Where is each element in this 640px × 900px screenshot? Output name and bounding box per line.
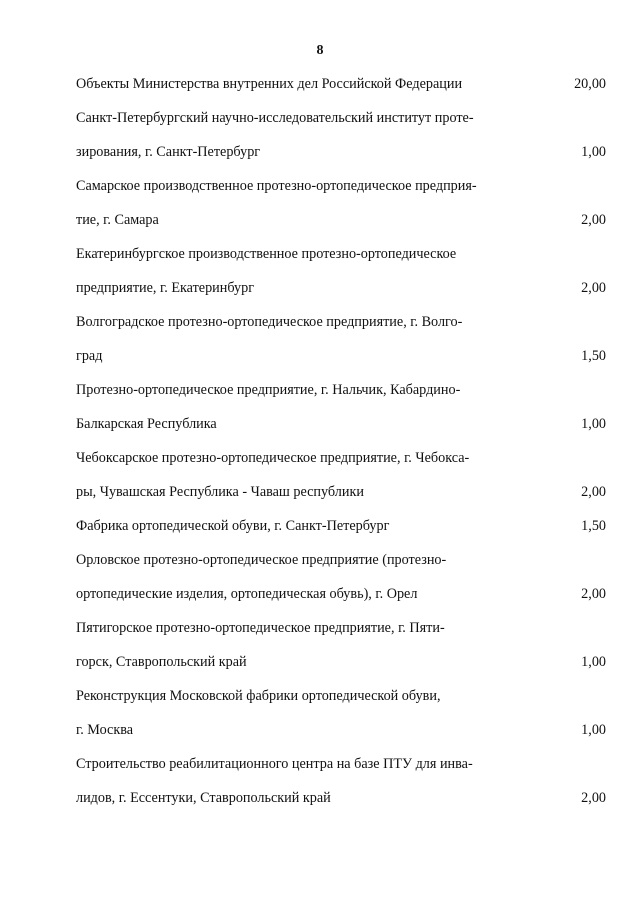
entry-line-text: горск, Ставропольский край bbox=[76, 654, 247, 670]
entry-pyatigorsk bbox=[76, 611, 606, 679]
entry-value: 1,00 bbox=[581, 416, 606, 432]
entry-line: Екатеринбургское производственное протезно-ортопедическое bbox=[76, 246, 457, 262]
entry-objects-mvd bbox=[76, 67, 606, 101]
entry-line-text: град bbox=[76, 348, 103, 364]
entry-line: Волгоградское протезно-ортопедическое предприятие, г. Волго- bbox=[76, 314, 463, 330]
entry-value: 1,50 bbox=[581, 348, 606, 364]
entry-value: 2,00 bbox=[581, 484, 606, 500]
entry-line: Самарское производственное протезно-ортопедическое предприя- bbox=[76, 178, 477, 194]
entry-line: Строительство реабилитационного центра на базе ПТУ для инва- bbox=[76, 756, 473, 772]
entry-spb-research-institute bbox=[76, 101, 606, 169]
entry-line bbox=[76, 645, 606, 679]
entry-line-text: предприятие, г. Екатеринбург bbox=[76, 280, 255, 296]
page-number: 8 bbox=[316, 43, 324, 58]
entry-essentuki-rehab-center bbox=[76, 747, 606, 815]
entry-line-text: ры, Чувашская Республика - Чаваш республики bbox=[76, 484, 364, 500]
entry-value: 1,00 bbox=[581, 144, 606, 160]
entry-line: Санкт-Петербургский научно-исследовательский институт проте- bbox=[76, 110, 474, 126]
entry-line bbox=[76, 577, 606, 611]
entry-line-text: Балкарская Республика bbox=[76, 416, 217, 432]
entry-line bbox=[76, 203, 606, 237]
entry-line bbox=[76, 713, 606, 747]
entry-line-text: ортопедические изделия, ортопедическая обувь), г. Орел bbox=[76, 586, 418, 602]
entry-value: 1,00 bbox=[581, 654, 606, 670]
entry-line bbox=[76, 135, 606, 169]
entry-line-text: зирования, г. Санкт-Петербург bbox=[76, 144, 261, 160]
entry-line-text: г. Москва bbox=[76, 722, 134, 738]
entry-volgograd bbox=[76, 305, 606, 373]
entry-value: 1,00 bbox=[581, 722, 606, 738]
entry-line: Пятигорское протезно-ортопедическое предприятие, г. Пяти- bbox=[76, 620, 445, 636]
entry-line: Объекты Министерства внутренних дел Российской Федерации bbox=[76, 76, 463, 92]
entries-list bbox=[76, 67, 606, 815]
entry-value: 1,50 bbox=[581, 518, 606, 534]
entry-value: 2,00 bbox=[581, 586, 606, 602]
entry-line: Чебоксарское протезно-ортопедическое предприятие, г. Чебокса- bbox=[76, 450, 470, 466]
entry-line-text: Фабрика ортопедической обуви, г. Санкт-Петербург bbox=[76, 518, 390, 534]
entry-line: Орловское протезно-ортопедическое предприятие (протезно- bbox=[76, 552, 447, 568]
entry-value: 2,00 bbox=[581, 790, 606, 806]
entry-cheboksary bbox=[76, 441, 606, 509]
entry-line bbox=[76, 509, 606, 543]
entry-line bbox=[76, 475, 606, 509]
entry-nalchik bbox=[76, 373, 606, 441]
entry-samara bbox=[76, 169, 606, 237]
entry-value: 2,00 bbox=[581, 280, 606, 296]
entry-ekaterinburg bbox=[76, 237, 606, 305]
entry-line bbox=[76, 781, 606, 815]
entry-orel bbox=[76, 543, 606, 611]
entry-spb-shoe-factory bbox=[76, 509, 606, 543]
entry-value: 2,00 bbox=[581, 212, 606, 228]
entry-line-text: тие, г. Самара bbox=[76, 212, 159, 228]
entry-line-text: лидов, г. Ессентуки, Ставропольский край bbox=[76, 790, 331, 806]
entry-value: 20,00 bbox=[574, 76, 606, 92]
entry-line bbox=[76, 407, 606, 441]
entry-line: Реконструкция Московской фабрики ортопедической обуви, bbox=[76, 688, 441, 704]
entry-line bbox=[76, 271, 606, 305]
entry-moscow-shoe-factory bbox=[76, 679, 606, 747]
entry-line bbox=[76, 339, 606, 373]
entry-line: Протезно-ортопедическое предприятие, г. Нальчик, Кабардино- bbox=[76, 382, 461, 398]
